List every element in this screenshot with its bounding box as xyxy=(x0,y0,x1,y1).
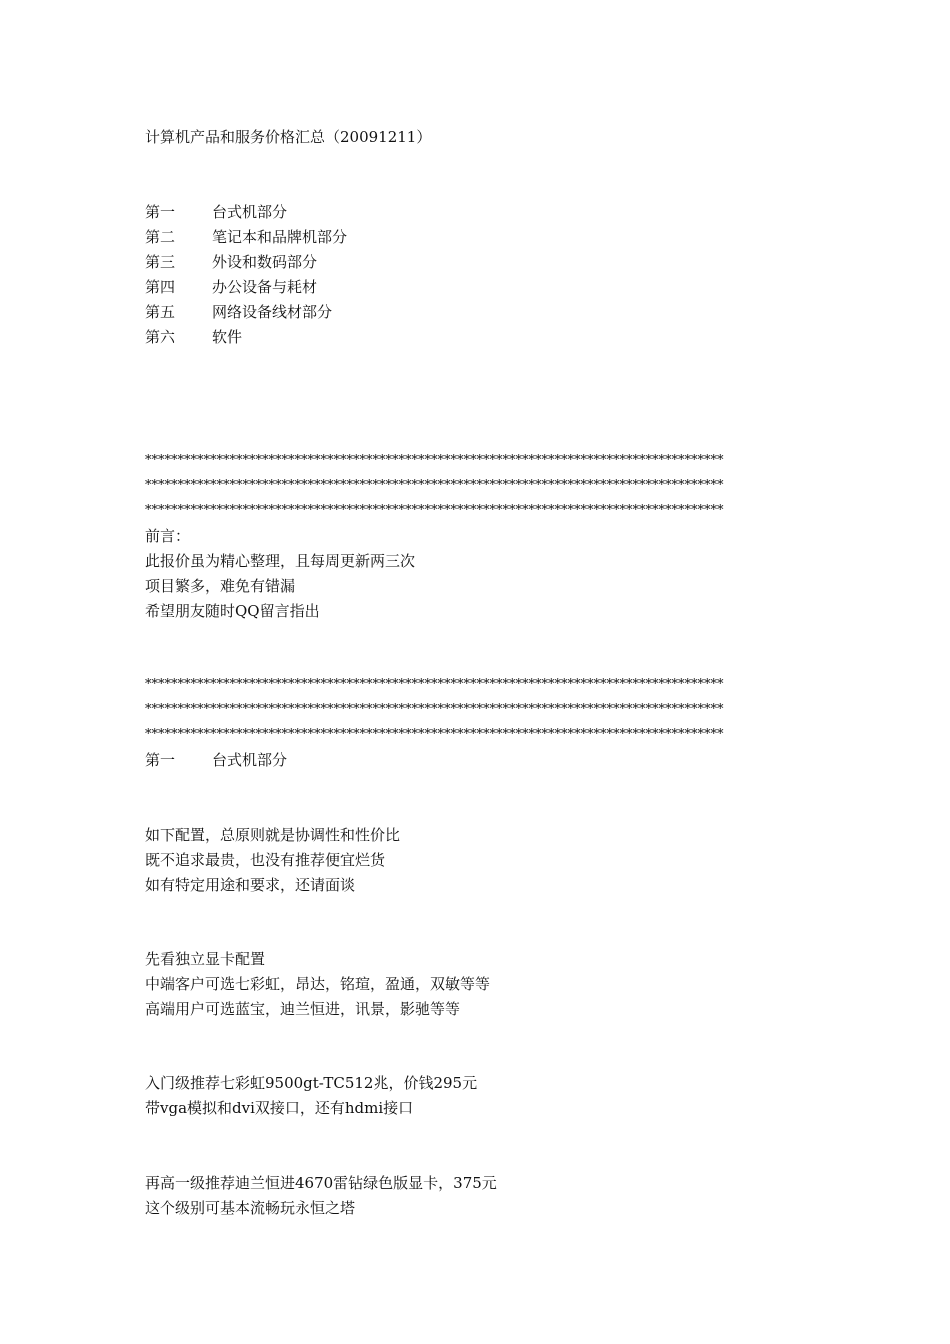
preface-line: 希望朋友随时QQ留言指出 xyxy=(145,602,320,620)
separator-line: ***************************************************************************************** xyxy=(145,453,724,468)
paragraph-line: 如下配置，总原则就是协调性和性价比 xyxy=(145,826,401,844)
paragraph-line: 如有特定用途和要求，还请面谈 xyxy=(145,876,356,894)
document-title: 计算机产品和服务价格汇总（20091211） xyxy=(145,128,432,146)
paragraph-line: 中端客户可选七彩虹，昂达，铭瑄，盈通，双敏等等 xyxy=(145,975,491,993)
separator-line: ***************************************************************************************** xyxy=(145,727,724,742)
separator-line: ***************************************************************************************** xyxy=(145,478,724,493)
toc-label: 台式机部分 xyxy=(212,203,288,221)
toc-item xyxy=(145,202,287,222)
preface-line: 此报价虽为精心整理，且每周更新两三次 xyxy=(145,552,416,570)
toc-item xyxy=(145,252,317,272)
section-label: 台式机部分 xyxy=(212,751,288,769)
preface-heading: 前言： xyxy=(145,527,191,545)
separator-line: ***************************************************************************************** xyxy=(145,677,724,692)
section-heading xyxy=(145,750,287,770)
toc-item xyxy=(145,302,332,322)
toc-number: 第六 xyxy=(145,328,176,346)
preface-line: 项目繁多，难免有错漏 xyxy=(145,577,296,595)
paragraph-line: 先看独立显卡配置 xyxy=(145,950,266,968)
toc-label: 外设和数码部分 xyxy=(212,253,318,271)
toc-number: 第四 xyxy=(145,278,176,296)
separator-line: ***************************************************************************************** xyxy=(145,702,724,717)
paragraph-line: 入门级推荐七彩虹9500gt-TC512兆，价钱295元 xyxy=(145,1074,478,1092)
paragraph-line: 既不追求最贵，也没有推荐便宜烂货 xyxy=(145,851,386,869)
section-number: 第一 xyxy=(145,751,176,769)
toc-number: 第一 xyxy=(145,203,176,221)
paragraph-line: 带vga模拟和dvi双接口，还有hdmi接口 xyxy=(145,1099,414,1117)
separator-line: ***************************************************************************************** xyxy=(145,503,724,518)
toc-number: 第五 xyxy=(145,303,176,321)
toc-number: 第二 xyxy=(145,228,176,246)
toc-item xyxy=(145,277,317,297)
toc-item xyxy=(145,327,242,347)
toc-item xyxy=(145,227,347,247)
toc-label: 笔记本和品牌机部分 xyxy=(212,228,348,246)
toc-label: 网络设备线材部分 xyxy=(212,303,333,321)
toc-number: 第三 xyxy=(145,253,176,271)
paragraph-line: 再高一级推荐迪兰恒进4670雷钻绿色版显卡，375元 xyxy=(145,1174,497,1192)
toc-label: 软件 xyxy=(212,328,243,346)
paragraph-line: 这个级别可基本流畅玩永恒之塔 xyxy=(145,1199,356,1217)
toc-label: 办公设备与耗材 xyxy=(212,278,318,296)
paragraph-line: 高端用户可选蓝宝，迪兰恒进，讯景，影驰等等 xyxy=(145,1000,461,1018)
